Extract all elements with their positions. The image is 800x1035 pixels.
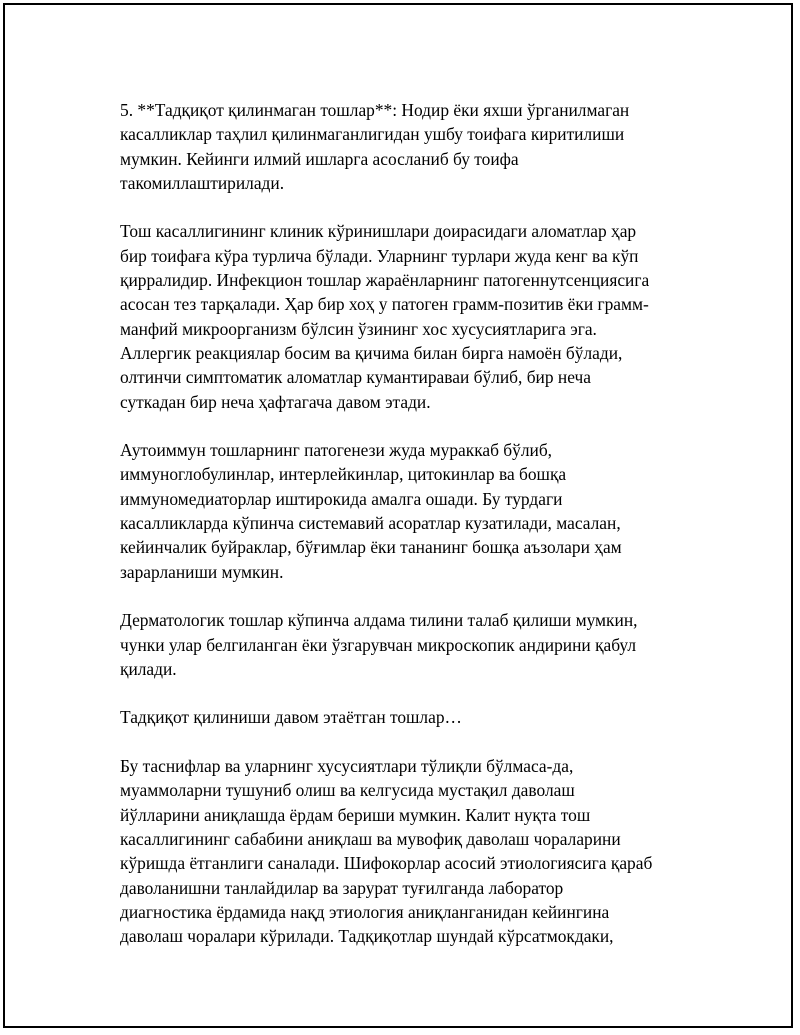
- paragraph-unstudied-stones: 5. **Тадқиқот қилинмаган тошлар**: Нодир ёки яхши ўрганилмаган касалликлар таҳлил қилинмаганлигидан ушбу тоифага киритилиши мумкин. Кейинги илмий ишларга асосланиб бу тоифа такомиллаштирилади.: [120, 100, 630, 193]
- paragraph-dermatologic-stones: Дерматологик тошлар кўпинча алдама тилини талаб қилиши мумкин, чунки улар белгиланган ёки ўзгарувчан микроскопик андирини қабул қилади.: [120, 610, 638, 679]
- paragraph-ongoing-research: Тадқиқот қилиниши давом этаётган тошлар…: [120, 707, 462, 728]
- paragraph-autoimmune-stones: Аутоиммун тошларнинг патогенези жуда мураккаб бўлиб, иммуноглобулинлар, интерлейкинлар, цитокинлар ва бошқа иммуномедиаторлар иштирокида амалга ошади. Бу турдаги касалликларда кўпинча системавий асоратлар кузатилади, масалан, кейинчалик буйраклар, бўғимлар ёки тананинг бошқа аъзолари ҳам зарарланиши мумкин.: [120, 440, 622, 582]
- paragraph-clinical-symptoms: Тош касаллигининг клиник кўринишлари доирасидаги аломатлар ҳар бир тоифаға кўра турлича бўлади. Уларнинг турлари жуда кенг ва кўп қирралидир. Инфекцион тошлар жараёнларнинг патогеннутсенциясига асосан тез тарқалади. Ҳар бир хоҳ у патоген грамм-позитив ёки грамм- манфий микроорганизм бўлсин ўзининг хос хусусиятларига эга. Аллергик реакциялар босим ва қичима билан бирга намоён бўлади, олтинчи симптоматик аломатлар кумантираваи бўлиб, бир неча суткадан бир неча ҳафтагача давом этади.: [120, 221, 650, 412]
- document-page: [3, 3, 793, 1028]
- document-body: [120, 98, 700, 973]
- paragraph-classification-summary: Бу таснифлар ва уларнинг хусусиятлари тўлиқли бўлмаса-да, муаммоларни тушуниб олиш ва келгусида мустақил даволаш йўлларини аниқлашда ёрдам бериши мумкин. Калит нуқта тош касаллигининг сабабини аниқлаш ва мувофиқ даволаш чораларини кўришда ётганлиги саналади. Шифокорлар асосий этиологиясига қараб даволанишни танлайдилар ва зарурат туғилганда лаборатор диагностика ёрдамида нақд этиология аниқланганидан кейингина даволаш чоралари кўрилади. Тадқиқотлар шундай кўрсатмокдаки,: [120, 756, 653, 947]
